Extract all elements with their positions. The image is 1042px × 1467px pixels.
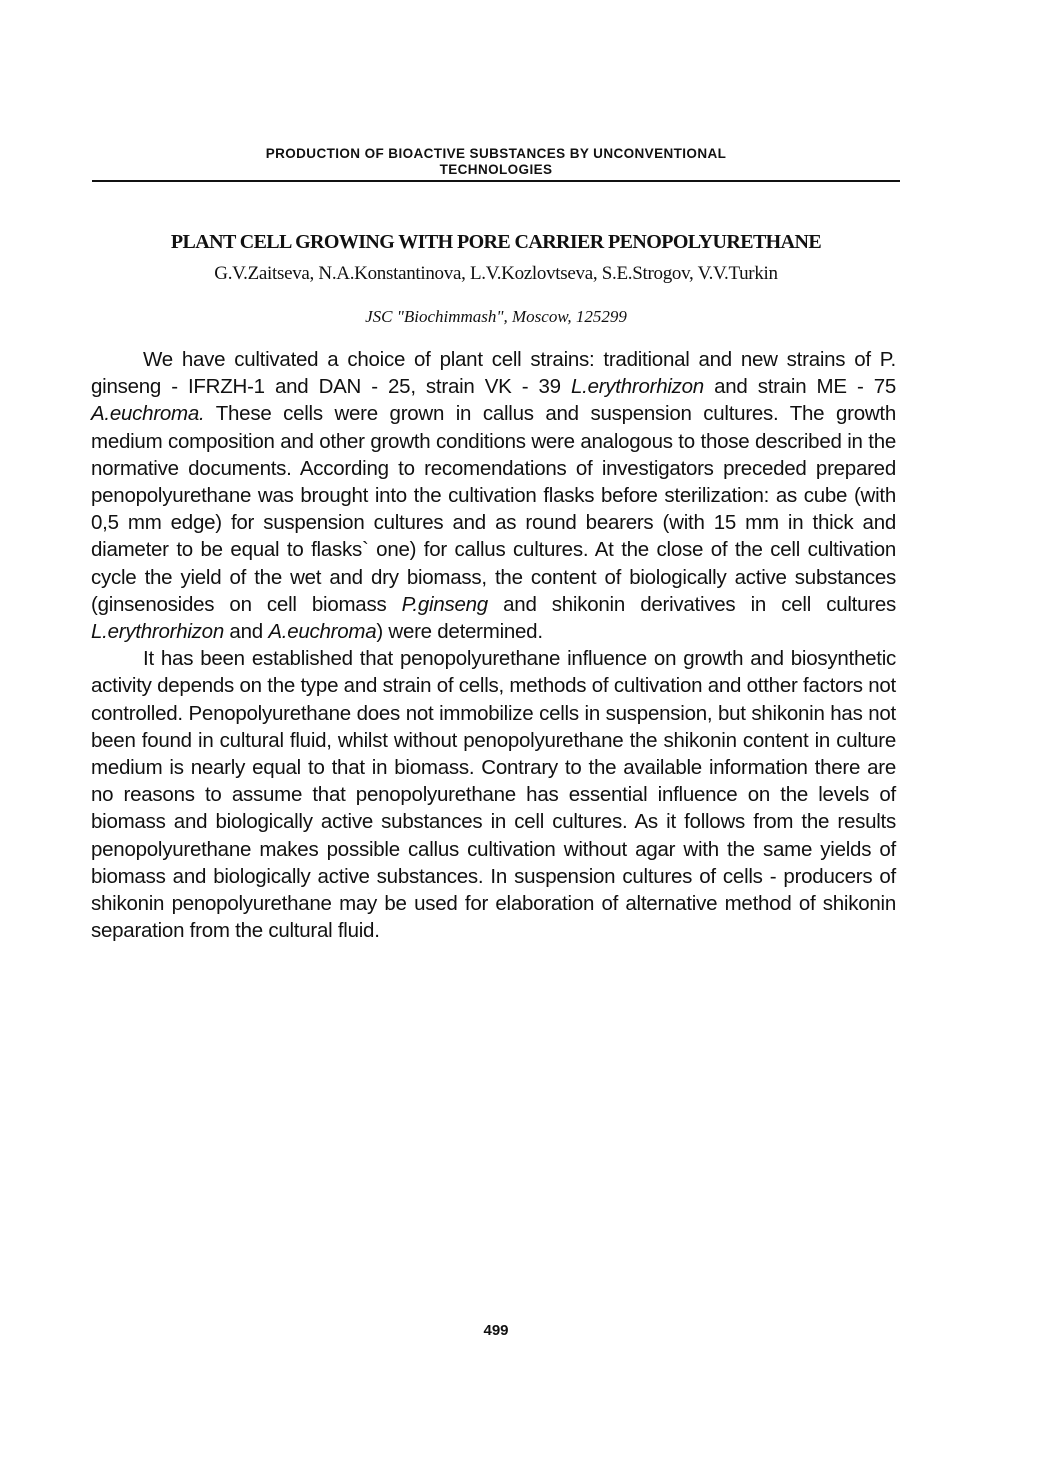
paragraph-1-text: These cells were grown in callus and suspension cultures. The growth medium composition and other growth conditions were analogous to those described in the normative documents. According to recomendations of investigators preceded prepared penopolyurethane was brought into the cultivation flasks before sterilization: as cube (with 0,5 mm edge) for suspension cultures and as round bearers (with 15 mm in thick and diameter to be equal to flasks` one) for callus cultures. At the close of the cell cultivation cycle the yield of the wet and dry biomass, the content of biologically active substances (ginsenosides on cell biomass	[91, 402, 896, 616]
species-name: P.ginseng	[401, 592, 488, 616]
running-head-line1: PRODUCTION OF BIOACTIVE SUBSTANCES BY UNCONVENTIONAL	[265, 146, 727, 161]
paragraph-1-text: and shikonin derivatives in cell cultures	[487, 592, 896, 616]
paragraph-1-text: ) were determined.	[376, 620, 543, 644]
species-name: L.erythrorhizon	[570, 375, 704, 399]
running-head	[92, 146, 900, 178]
paragraph-1-text: and strain ME - 75	[703, 375, 896, 399]
species-name: L.erythrorhizon	[91, 620, 224, 644]
species-name: A.euchroma.	[91, 402, 205, 426]
species-name: A.euchroma	[268, 620, 377, 644]
header-divider	[92, 180, 900, 182]
affiliation: JSC "Biochimmash", Moscow, 125299	[365, 307, 627, 326]
page-number: 499	[483, 1322, 509, 1339]
abstract-body	[91, 346, 896, 944]
author-list: G.V.Zaitseva, N.A.Konstantinova, L.V.Kozlovtseva, S.E.Strogov, V.V.Turkin	[214, 263, 778, 284]
paragraph-1	[91, 346, 896, 645]
paragraph-1-text: and	[223, 620, 269, 644]
paper-title: PLANT CELL GROWING WITH PORE CARRIER PENOPOLYURETHANE	[170, 231, 822, 253]
paragraph-2: It has been established that penopolyurethane influence on growth and biosynthetic activity depends on the type and strain of cells, methods of cultivation and otther factors not controlled. Penopolyurethane does not immobilize cells in suspension, but shikonin has not been found in cultural fluid, whilst without penopolyurethane the shikonin content in culture medium is nearly equal to that in biomass. Contrary to the available information there are no reasons to assume that penopolyurethane has essential influence on the levels of biomass and biologically active substances in cell cultures. As it follows from the results penopolyurethane makes possible callus cultivation without agar with the same yields of biomass and biologically active substances. In suspension cultures of cells - producers of shikonin penopolyurethane may be used for elaboration of alternative method of shikonin separation from the cultural fluid.	[91, 647, 896, 943]
running-head-line2: TECHNOLOGIES	[439, 162, 553, 177]
paragraph-1-text: We have cultivated a choice of plant cell strains: traditional and new strains of P. ginseng - IFRZH-1 and DAN - 25, strain VK - 39	[91, 348, 896, 399]
